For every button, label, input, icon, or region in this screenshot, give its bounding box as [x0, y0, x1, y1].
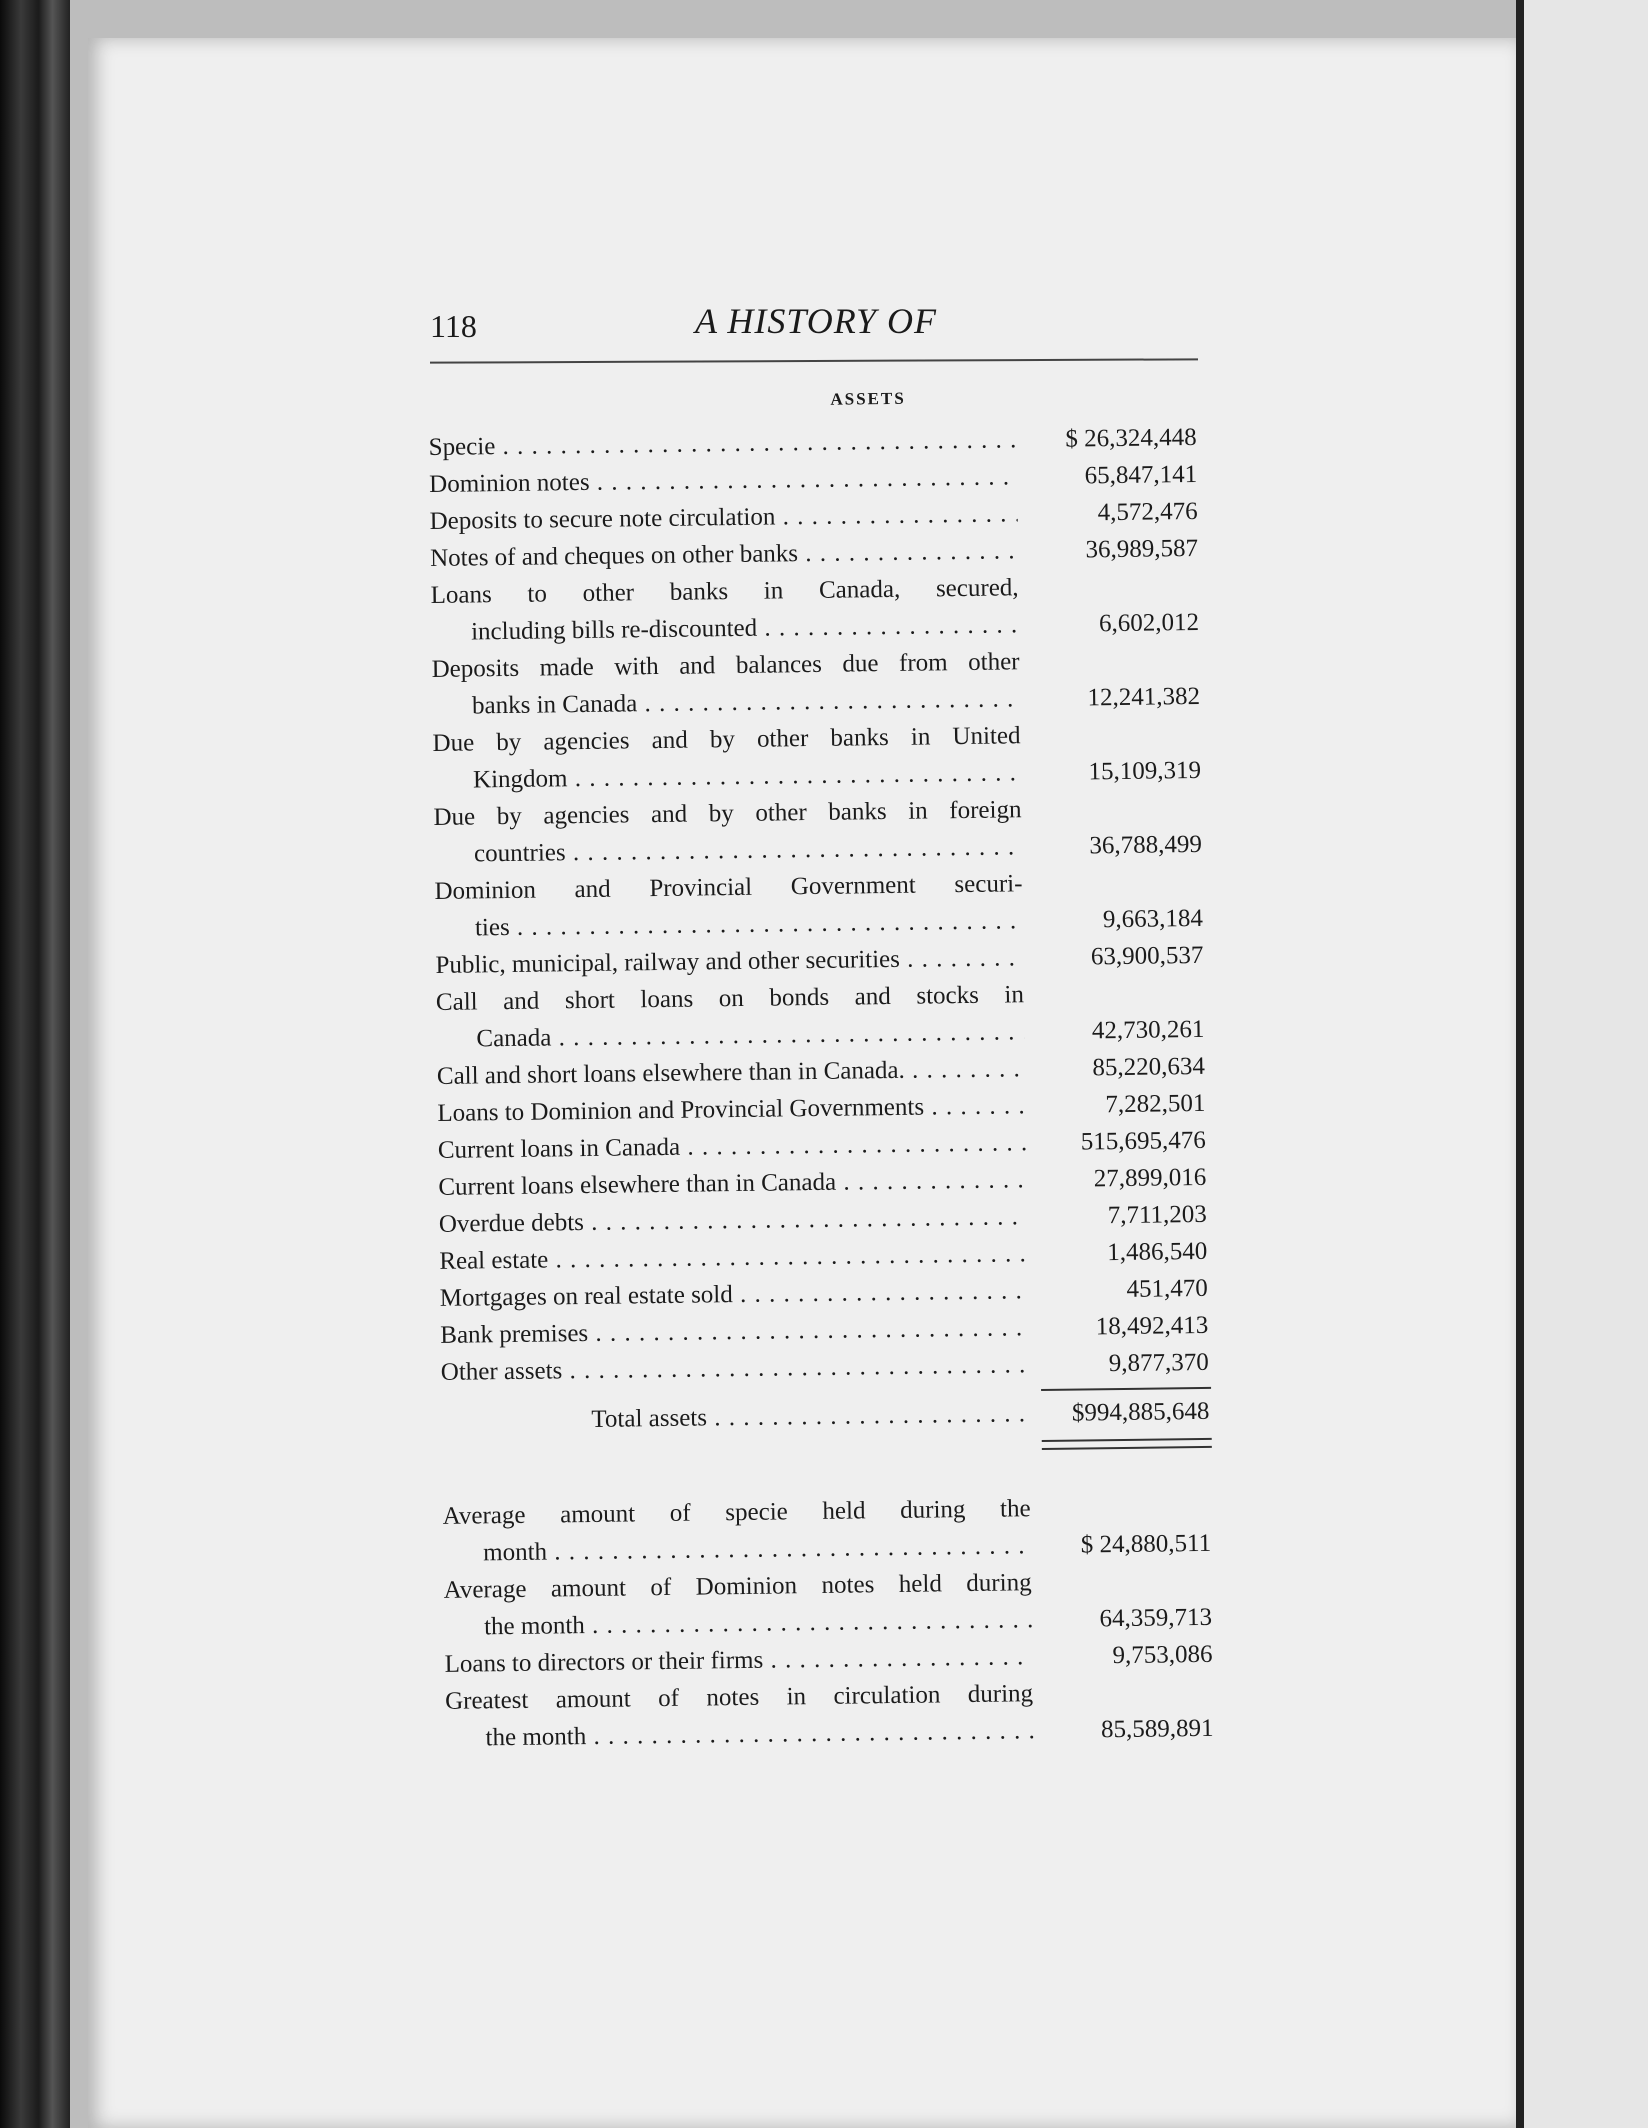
item-amount: 85,220,634 [1092, 1052, 1206, 1082]
asset-row [430, 567, 1221, 651]
item-amount: 7,711,203 [1107, 1200, 1207, 1230]
item-label [436, 976, 1025, 1058]
assets-statement [428, 385, 1236, 1757]
item-label-line: Loans to Dominion and Provincial Governments . . . [437, 1087, 1025, 1132]
item-label-line: Call and short loans elsewhere than in Canada. . . . [437, 1050, 1025, 1095]
assets-list [428, 419, 1231, 1391]
item-label [442, 1490, 1031, 1572]
item-label-line: Due by agencies and by other banks in United [432, 722, 1021, 757]
item-amount: 6,602,012 [1098, 608, 1200, 638]
total-rule [1041, 1387, 1211, 1391]
supplementary-row [445, 1673, 1236, 1757]
item-label-line: Loans to directors or their firms . . . [444, 1638, 1032, 1683]
item-amount: 36,989,587 [1085, 534, 1199, 564]
item-label-line: Call and short loans on bonds and stocks in [435, 981, 1025, 1016]
item-amount: 451,470 [1126, 1274, 1208, 1303]
total-amount: $994,885,648 [1071, 1397, 1210, 1427]
item-label-line: Real estate . . . [439, 1235, 1027, 1280]
item-label-line: Loans to other banks in Canada, secured, [430, 574, 1019, 609]
asset-row [434, 863, 1225, 947]
supplementary-row [443, 1562, 1234, 1646]
item-label-line: Average amount of specie held during the [442, 1495, 1031, 1530]
item-label-line: Kingdom . . . [433, 754, 1021, 799]
asset-row [432, 715, 1223, 799]
item-label [445, 1675, 1034, 1757]
item-amount: 42,730,261 [1091, 1015, 1205, 1045]
item-amount: 1,486,540 [1107, 1237, 1208, 1267]
item-amount: 63,900,537 [1090, 941, 1204, 971]
facing-page [1524, 0, 1648, 2128]
item-label-line: Other assets . . . [441, 1346, 1029, 1391]
item-label-line: Current loans in Canada . . . [438, 1124, 1026, 1169]
total-label: Total assets . . . [591, 1395, 1029, 1438]
item-amount: 85,589,891 [1100, 1714, 1214, 1744]
item-amount: 9,753,086 [1112, 1640, 1213, 1670]
item-label-line: Overdue debts . . . [439, 1198, 1027, 1243]
item-amount: 12,241,382 [1087, 682, 1201, 712]
item-label-line: ties . . . [435, 902, 1023, 947]
item-label-line: countries . . . [434, 828, 1022, 873]
item-amount: 4,572,476 [1097, 497, 1198, 527]
item-amount: $ 24,880,511 [1080, 1529, 1212, 1559]
item-label [434, 865, 1023, 947]
item-label-line: Notes of and cheques on other banks . . . [430, 532, 1018, 577]
item-label [441, 1346, 1029, 1391]
item-amount: 7,282,501 [1105, 1089, 1206, 1119]
item-label-line: Public, municipal, railway and other securities . . . [435, 939, 1023, 984]
page-header [430, 300, 1200, 360]
item-label-line: Specie . . . [428, 421, 1016, 466]
item-label-line: the month . . . [445, 1712, 1033, 1757]
item-amount: 65,847,141 [1084, 460, 1198, 490]
supplementary-list [442, 1488, 1235, 1757]
item-label-line: Average amount of Dominion notes held during [443, 1569, 1032, 1604]
item-amount: 18,492,413 [1095, 1311, 1209, 1341]
item-label-line: Current loans elsewhere than in Canada . . . [438, 1161, 1026, 1206]
item-amount: 9,663,184 [1102, 904, 1204, 934]
item-label [430, 569, 1019, 651]
item-label [431, 643, 1020, 725]
item-label-line: Canada . . . [436, 1013, 1024, 1058]
asset-row [436, 974, 1227, 1058]
asset-row [431, 641, 1222, 725]
page-number: 118 [430, 308, 477, 344]
item-label [433, 791, 1022, 873]
item-label-line: banks in Canada . . . [432, 680, 1020, 725]
item-amount: 515,695,476 [1080, 1126, 1207, 1156]
item-label-line: Dominion notes . . . [429, 458, 1017, 503]
item-label-line: Deposits to secure note circulation . . . [429, 495, 1017, 540]
section-heading: ASSETS [830, 388, 906, 409]
item-amount: 15,109,319 [1088, 756, 1202, 786]
page-gutter [1516, 0, 1524, 2128]
item-label-line: month . . . [443, 1527, 1031, 1572]
item-amount: 27,899,016 [1093, 1163, 1207, 1193]
running-head: A HISTORY OF [695, 301, 938, 341]
item-label [443, 1564, 1032, 1646]
item-amount: $ 26,324,448 [1065, 423, 1197, 453]
item-amount: 36,788,499 [1089, 830, 1203, 860]
item-amount: 9,877,370 [1108, 1348, 1209, 1378]
item-label-line: Due by agencies and by other banks in foreign [433, 796, 1022, 831]
item-label-line: including bills re-discounted . . . [431, 606, 1019, 651]
asset-row [433, 789, 1224, 873]
item-label-line: the month . . . [444, 1601, 1032, 1646]
item-label-line: Greatest amount of notes in circulation during [444, 1680, 1034, 1715]
book-spine [0, 0, 70, 2128]
item-amount: 64,359,713 [1099, 1603, 1213, 1633]
item-label-line: Deposits made with and balances due from other [431, 648, 1020, 683]
supplementary-row [442, 1488, 1233, 1572]
total-row [441, 1393, 1231, 1440]
item-label-line: Mortgages on real estate sold . . . [440, 1272, 1028, 1317]
item-label-line: Dominion and Provincial Government securi- [434, 870, 1023, 905]
item-label [432, 717, 1021, 799]
item-label-line: Bank premises . . . [440, 1309, 1028, 1354]
